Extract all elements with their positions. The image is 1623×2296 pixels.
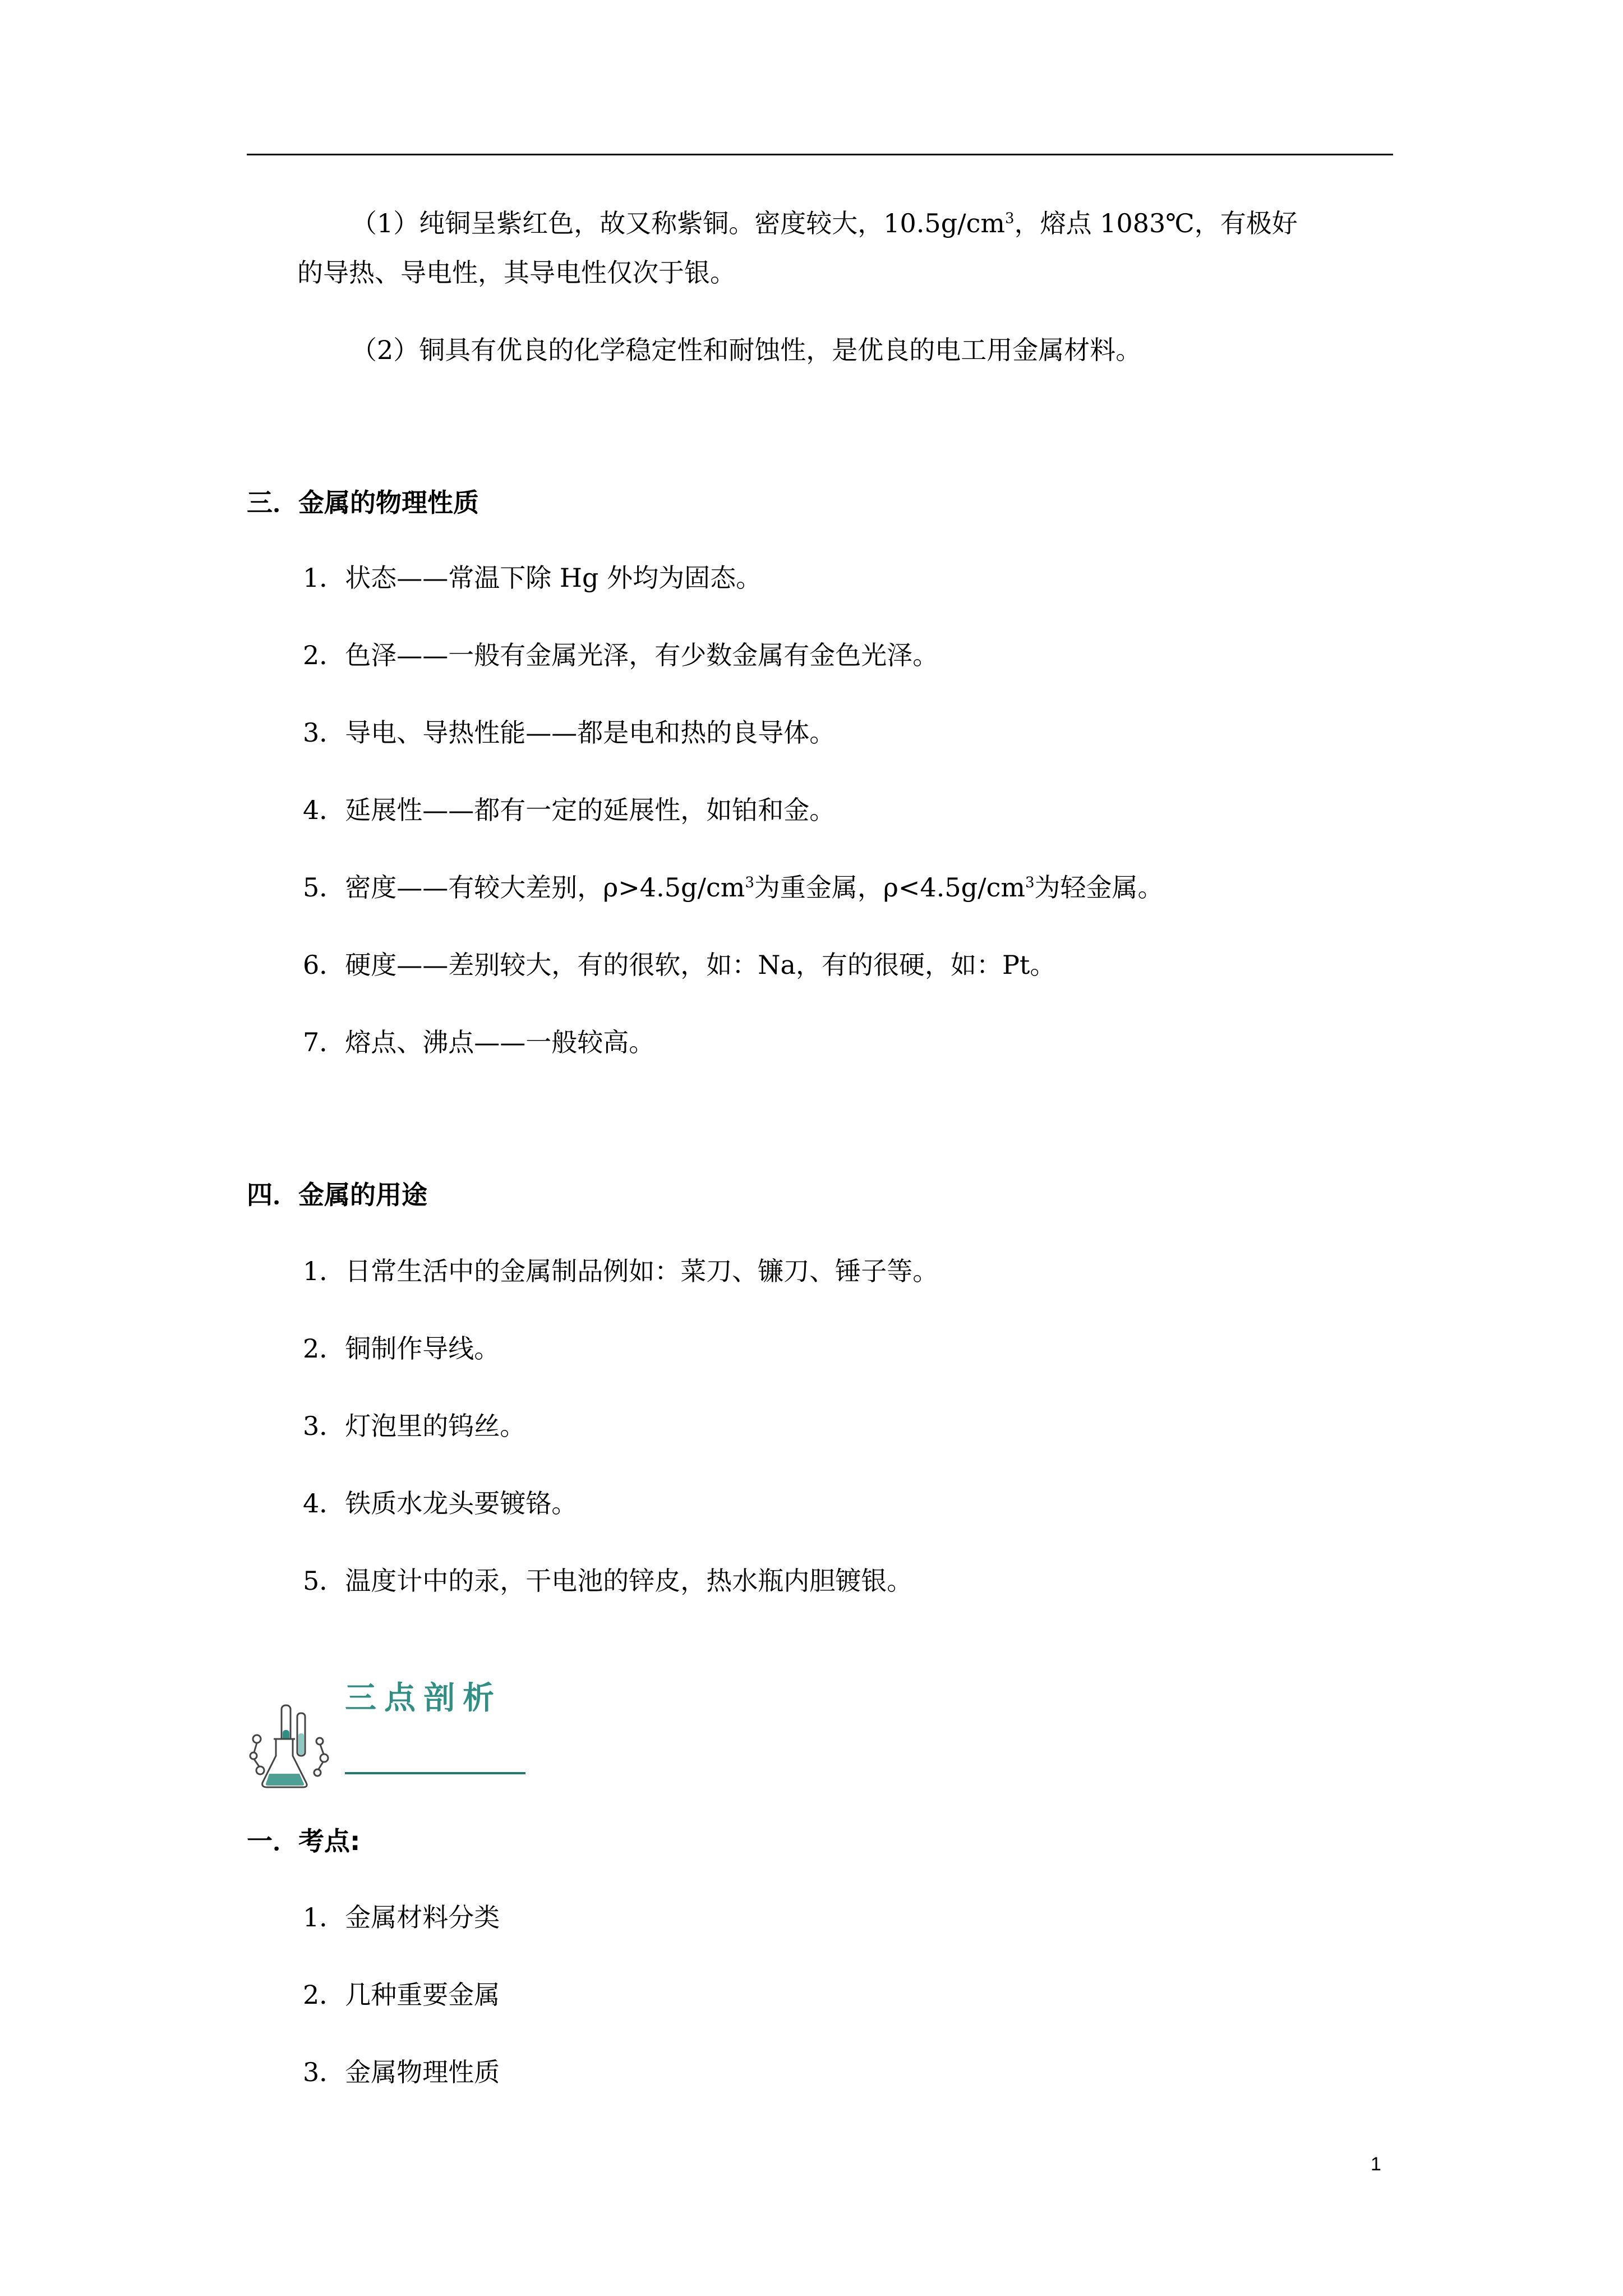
- list-item: 3．导电、导热性能——都是电和热的良导体。: [303, 717, 836, 748]
- copy-property-2: （2）铜具有优良的化学稳定性和耐蚀性，是优良的电工用金属材料。: [351, 335, 1142, 365]
- list-item: 4．延展性——都有一定的延展性，如铂和金。: [303, 795, 836, 825]
- list-item: 2．色泽——一般有金属光泽，有少数金属有金色光泽。: [303, 640, 939, 670]
- list-item: 3．金属物理性质: [303, 2057, 500, 2087]
- section-heading-metal-uses: 四．金属的用途: [247, 1180, 427, 1210]
- list-item: 1．状态——常温下除 Hg 外均为固态。: [303, 563, 762, 593]
- lab-flask-icon: [247, 1700, 331, 1789]
- list-item-density: 5．密度——有较大差别，$\rho>4.5g/cm^3$为重金属，$\rho<4.5g/cm^3$为轻金属。: [303, 872, 1164, 903]
- copy-property-1-line-2: 的导热、导电性，其导电性仅次于银。: [297, 257, 736, 288]
- list-item: 5．温度计中的汞，干电池的锌皮，热水瓶内胆镀银。: [303, 1566, 913, 1596]
- list-item: 6．硬度——差别较大，有的很软，如：Na，有的很硬，如：Pt。: [303, 950, 1056, 980]
- header-rule: [247, 154, 1393, 155]
- section-heading-exam-points: 一．考点:: [247, 1826, 361, 1856]
- banner-title: 三点剖析: [345, 1680, 502, 1717]
- page-number: 1: [1371, 2154, 1381, 2175]
- list-item: 3．灯泡里的钨丝。: [303, 1411, 526, 1441]
- section-banner: [247, 1677, 538, 1789]
- copy-property-1-line-1: （1）纯铜呈紫红色，故又称紫铜。密度较大，$10.5g/cm^3$，熔点 1083℃，有极好: [351, 208, 1298, 238]
- list-item: 4．铁质水龙头要镀铬。: [303, 1488, 578, 1519]
- section-heading-physical-properties: 三．金属的物理性质: [247, 487, 479, 518]
- banner-underline: [345, 1772, 525, 1774]
- list-item: 1．金属材料分类: [303, 1902, 500, 1932]
- list-item: 2．几种重要金属: [303, 1980, 500, 2010]
- list-item: 7．熔点、沸点——一般较高。: [303, 1027, 655, 1057]
- list-item: 1．日常生活中的金属制品例如：菜刀、镰刀、锤子等。: [303, 1256, 939, 1286]
- list-item: 2．铜制作导线。: [303, 1333, 500, 1364]
